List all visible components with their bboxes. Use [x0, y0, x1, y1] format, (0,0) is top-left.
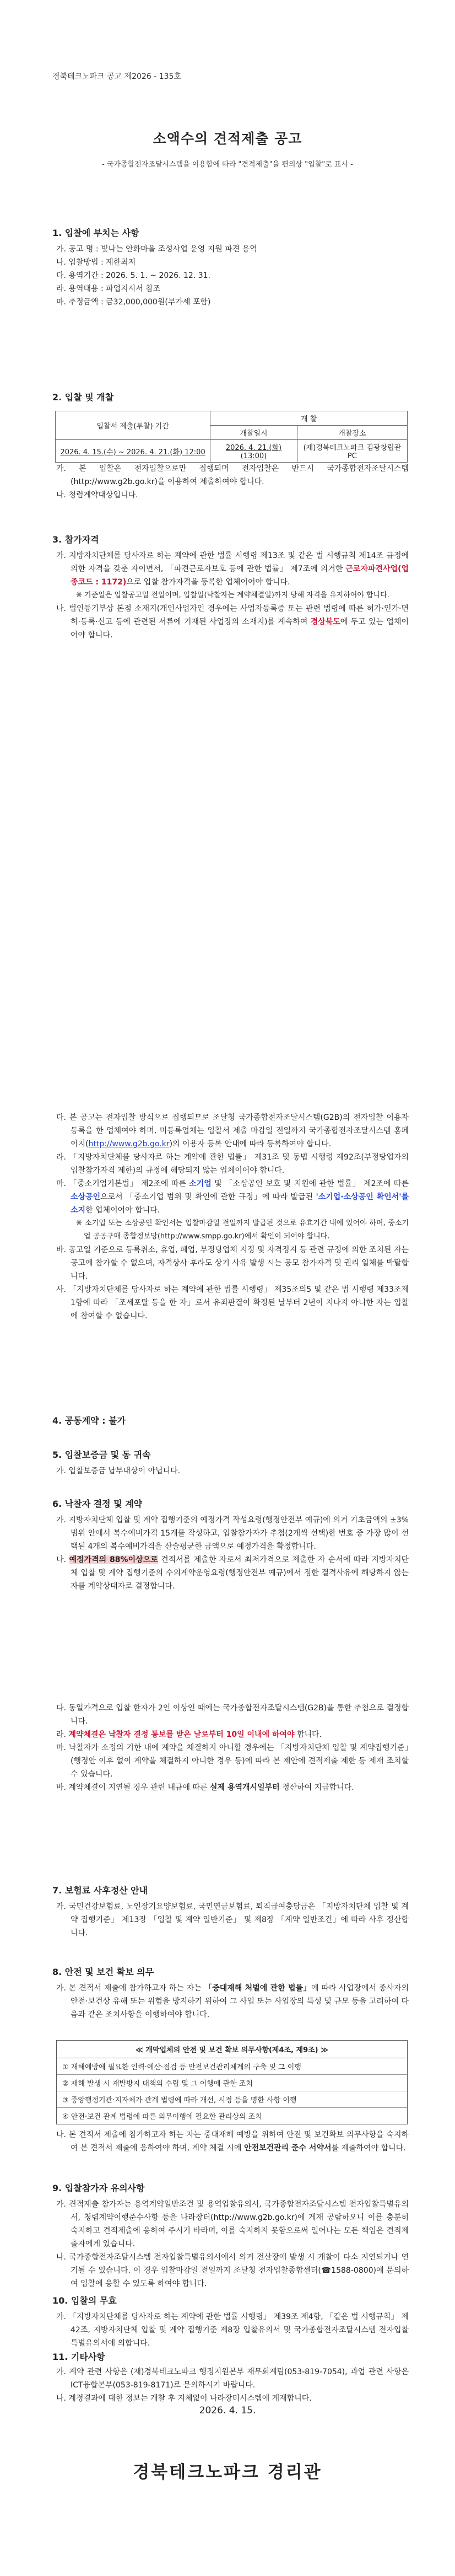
section-2-title: 2. 입찰 및 개찰: [52, 392, 114, 402]
section-9-body: [56, 2198, 409, 2290]
list-item: ③ 중앙행정기관·지자체가 관계 법령에 따라 개선, 시정 등을 명한 사항 이행: [57, 2091, 407, 2108]
list-item: 가. 「지방자치단체를 당사자로 하는 계약에 관한 법률 시행령」 제39조 제4항, 「같은 법 시행규칙」 제42조, 지방자치단체 입찰 및 계약 집행기준 제8장 입찰유의서 및 국가종합전자조달시스템 전자입찰특별유의서에 의합니다.: [56, 2312, 409, 2348]
list-item: 라. 용역대용 : 파업지시서 참조: [56, 285, 161, 293]
section-6-body-a: [56, 1514, 409, 1593]
section-5-title: 5. 입찰보증금 및 동 귀속: [52, 1450, 151, 1460]
section-11-body: [56, 2365, 409, 2405]
list-item: 라. 「지방자치단체를 당사자로 하는 계약에 관한 법률」 제31조 및 동법 시행령 제92조(부정당업자의 입찰참가자격 제한)의 규정에 해당되지 않는 업체이어야 합니다.: [56, 1153, 409, 1175]
business-code-highlight: 근로자파견사업(업종코드 : 1172): [71, 565, 409, 587]
issuer-name: 경북테크노파크 경리관: [133, 2462, 322, 2482]
list-item: 가. 계약 관련 사항은 (재)경북테크노파크 행정지원본부 재무회계팀(053-819-7054), 과업 관련 사항은 ICT융합본부(053-819-8171)로 문의하시기 바랍니다.: [56, 2368, 409, 2390]
section-8-title: 8. 안전 및 보건 확보 의무: [52, 1967, 154, 1977]
section-4-title: 4. 공동계약 : 불가: [52, 1415, 126, 1426]
bid-schedule-table: [55, 411, 408, 463]
section-10-body: [56, 2310, 409, 2350]
section-11-title: 11. 기타사항: [52, 2352, 105, 2362]
section-3-body-a: [56, 549, 409, 642]
region-highlight: 경상북도: [310, 618, 340, 626]
notice-date: 2026. 4. 15.: [199, 2405, 256, 2416]
list-item: 가. 지방자치단체를 당사자로 하는 계약에 관한 법률 시행령 제13조 및 같은 법 시행규칙 제14조 규정에 의한 자격을 갖춘 자이면서, 「파견근로자보호 등에 관한 법률」 제7조에 의거한 근로자파견사업(업종코드 : 1172)으로 입찰 참가자격을 등록한 업체이어야 합니다.: [56, 551, 409, 587]
table-cell: 2026. 4. 21.(화) (13:00): [210, 440, 297, 463]
table-cell: (재)경북테크노파크 김광창립관 PC: [297, 440, 407, 463]
section-7-title: 7. 보험료 사후정산 안내: [52, 1885, 148, 1896]
page-title: 소액수의 견적제출 공고: [153, 131, 302, 147]
list-item: 나. 입찰방법 : 제한최저: [56, 258, 136, 267]
list-item: 나. 청렴계약대상입니다.: [56, 491, 138, 500]
list-item: 나. 계정결과에 대한 정보는 개찰 후 지체없이 나라장터시스템에 게재합니다.: [56, 2394, 312, 2403]
list-item: 가. 국민건강보험료, 노인장기요양보험료, 국민연금보험료, 퇴직급여충당금은 「지방자치단체 입찰 및 계약 집행기준」 제13장 「입찰 및 계약 일반기준」 및 제8장 「계약 일반조건」에 따라 사후 정산합니다.: [56, 1902, 409, 1938]
section-1-body: [56, 243, 409, 309]
list-item: 마. 「중소기업기본법」 제2조에 따른 소기업 및 「소상공인 보호 및 지원에 관한 법률」 제2조에 따른 소상공인으로서 「중소기업 범위 및 확인에 관한 규정」에 따라 발급된 '소기업·소상공인 확인서'를 소지한 업체이어야 합니다.: [56, 1179, 409, 1215]
note: ※ 기준일은 입찰공고일 전일이며, 입찰일(낙찰자는 계약체결일)까지 당해 자격을 유지하여야 합니다.: [76, 591, 389, 599]
list-item: 바. 공고일 기준으로 등록취소, 휴업, 폐업, 부정당업체 지정 및 자격정지 등 관련 규정에 의한 조치된 자는 공고에 참가할 수 없으며, 자격상사 후라도 상기 사유 발생 시는 공모 참가자격 및 권리 일체를 박탈합니다.: [56, 1246, 409, 1281]
section-8-body-a: [56, 1982, 409, 2021]
section-3-body-b: [56, 1111, 409, 1323]
list-item: 나. 본 견적서 제출에 참가하고자 하는 자는 중대재해 예방을 위하여 안전 및 보건확보 의무사항을 숙지하여 본 견적서 제출에 응하여야 하며, 계약 체결 시에 안전보건관리 준수 서약서를 제출하여야 합니다.: [56, 2130, 409, 2153]
list-item: 가. 공고 명 : 빛나는 안화마을 조성사업 운영 지원 파견 용역: [56, 245, 257, 254]
price-threshold-highlight: 예정가격의 88%이상으로: [69, 1555, 158, 1564]
section-5-body: [56, 1464, 409, 1478]
section-2-body: [56, 462, 409, 502]
table-header: 입찰서 제출(투찰) 기간: [56, 411, 210, 440]
g2b-link[interactable]: http://www.g2b.go.kr: [88, 1140, 170, 1149]
list-item: 나. 예정가격의 88%이상으로 견적서를 제출한 자로서 최저가격으로 제출한 자 순서에 따라 지방자치단체 입찰 및 계약 집행기준의 수의계약운영요령(행정안전부 예규)에서 정한 결격사유에 해당하지 않는 자를 계약상대자로 결정합니다.: [56, 1555, 409, 1591]
section-10-title: 10. 입찰의 무효: [52, 2295, 117, 2306]
section-7-body: [56, 1900, 409, 1940]
list-item: 가. 입찰보증금 납부대상이 아닙니다.: [56, 1467, 181, 1475]
list-item: 나. 국가종합전자조달시스템 전자입찰특별유의서에서 의거 전산장애 발생 시 개찰이 다소 지연되거나 연기될 수 있습니다. 이 경우 입찰마감일 전일까지 조달청 전자입찰종합센터(☎1588-0800)에 문의하여 입찰에 응할 수 있도록 하여야 합니다.: [56, 2253, 409, 2288]
note: ※ 소기업 또는 소상공인 확인서는 입찰마감일 전일까지 발급된 것으로 유효기간 내에 있어야 하며, 중소기업 공공구매 종합정보망(http://www.smpp.go.kr)에서 확인이 되어야 합니다.: [76, 1219, 409, 1241]
list-item: 라. 계약체결은 낙찰자 결정 통보를 받은 날로부터 10일 이내에 하여야 합니다.: [56, 1730, 322, 1739]
box-title: ≪ 개막업체의 안전 및 보건 확보 의무사항(제4조, 제9조) ≫: [57, 2041, 407, 2058]
list-item: 가. 견적제출 참가자는 용역계약일반조건 및 용역입찰유의서, 국가종합전자조달시스템 전자입찰특별유의서, 청렴계약이행준수사항 등을 나라장터(http://www.g2b.go.kr)에 게재 공람하오니 이를 충분히 숙지하고 견적제출에 응하여 주시기 바라며, 이를 숙지하지 못함으로써 일어나는 모든 책임은 견적제출자에게 있습니다.: [56, 2200, 409, 2248]
list-item: 나. 법인등기부상 본점 소재지(개인사업자인 경우에는 사업자등록증 또는 관련 법령에 따른 허가·인가·면허·등록·신고 등에 관련된 서류에 기재된 사업장의 소재지)를 계속하여 경상북도에 두고 있는 업체이어야 합니다.: [56, 604, 409, 640]
page-subtitle: - 국가종합전자조달시스템을 이용함에 따라 "견적제출"을 편의상 "입찰"로 표시 -: [102, 160, 353, 169]
list-item: ① 재해예방에 필요한 인력·예산·점검 등 안전보건관리체계의 구축 및 그 이행: [57, 2058, 407, 2075]
section-1-title: 1. 입찰에 부치는 사항: [52, 228, 139, 238]
list-item: 마. 낙찰자가 소정의 기한 내에 계약을 체결하지 아니할 경우에는 「지방자치단체 입찰 및 계약집행기준」(행정안 이후 없이 계약을 체결하지 아니한 경우 등)에 따라 본 제안에 견적제출 제한 등 제재 조치할 수 있습니다.: [56, 1743, 409, 1779]
list-item: ② 재해 발생 시 재발방지 대책의 수립 및 그 이행에 관한 조치: [57, 2075, 407, 2091]
list-item: 다. 용역기간 : 2026. 5. 1. ~ 2026. 12. 31.: [56, 271, 210, 280]
list-item: 가. 본 입찰은 전자입찰으로만 집행되며 전자입찰은 반드시 국가종합전자조달시스템(http://www.g2b.go.kr)을 이용하여 제출하여야 합니다.: [56, 464, 409, 486]
table-header: 개 찰: [210, 411, 408, 426]
list-item: 다. 동일가격으로 입찰 한자가 2인 이상인 때에는 국가종합전자조달시스템(G2B)을 통한 추첨으로 결정합니다.: [56, 1704, 409, 1726]
list-item: 다. 본 공고는 전자입찰 방식으로 집행되므로 조달청 국가종합전자조달시스템(G2B)의 전자입찰 이용자 등록을 한 업체여야 하며, 미등록업체는 입찰서 제출 마감일 전일까지 국가종합전자조달시스템 홈페이지(http://www.g2b.go.kr)의 이용자 등록 안내에 따라 등록하여야 합니다.: [56, 1113, 409, 1149]
list-item: 마. 추정금액 : 금32,000,000원(부가세 포함): [56, 298, 211, 307]
list-item: 가. 지방자치단체 입찰 및 계약 집행기준의 예정가격 작성요령(행정안전부 예규)에 의거 기초금액의 ±3% 범위 안에서 복수예비가격 15개를 작성하고, 입찰참가자가 추첨(2개씩 선택)한 번호 중 가장 많이 선택된 4개의 복수예비가격을 산술평균한 금액으로 예정가격을 확정합니다.: [56, 1516, 409, 1551]
table-cell: 2026. 4. 15.(수) ~ 2026. 4. 21.(화) 12:00: [56, 440, 210, 463]
section-8-body-b: [56, 2128, 409, 2155]
table-header: 개찰장소: [297, 426, 407, 440]
list-item: ④ 안전·보건 관계 법령에 따른 의무이행에 필요한 관리상의 조치: [62, 2113, 262, 2121]
list-item: 바. 계약체결이 지연될 경우 관련 내규에 따른 실제 용역개시일부터 정산하여 지급합니다.: [56, 1783, 354, 1792]
section-9-title: 9. 입찰참가자 유의사항: [52, 2183, 145, 2193]
section-6-body-b: [56, 1702, 409, 1794]
section-3-title: 3. 참가자격: [52, 534, 99, 545]
table-header: 개찰일시: [210, 426, 297, 440]
notice-number: 경북테크노파크 공고 제2026 - 135호: [52, 72, 181, 81]
section-6-title: 6. 낙찰자 결정 및 계약: [52, 1499, 143, 1509]
list-item: 사. 「지방자치단체를 당사자로 하는 계약에 관한 법률 시행령」 제35조의5 및 같은 법 시행령 제33조제1항에 따라 「조세포탈 등을 한 자」로서 유죄판결이 확정된 날부터 2년이 지나지 아니한 자는 입찰에 참여할 수 없습니다.: [56, 1285, 409, 1321]
list-item: 가. 본 견적서 제출에 참가하고자 하는 자는 「중대재해 처벌에 관한 법률」에 따라 사업장에서 종사자의 안전·보건상 유해 또는 위험을 방지하기 위하여 그 사업 또는 사업장의 특성 및 규모 등을 고려하여 다음과 같은 조치사항을 이행하여야 합니다.: [56, 1984, 409, 2019]
safety-duties-box: [56, 2040, 408, 2124]
